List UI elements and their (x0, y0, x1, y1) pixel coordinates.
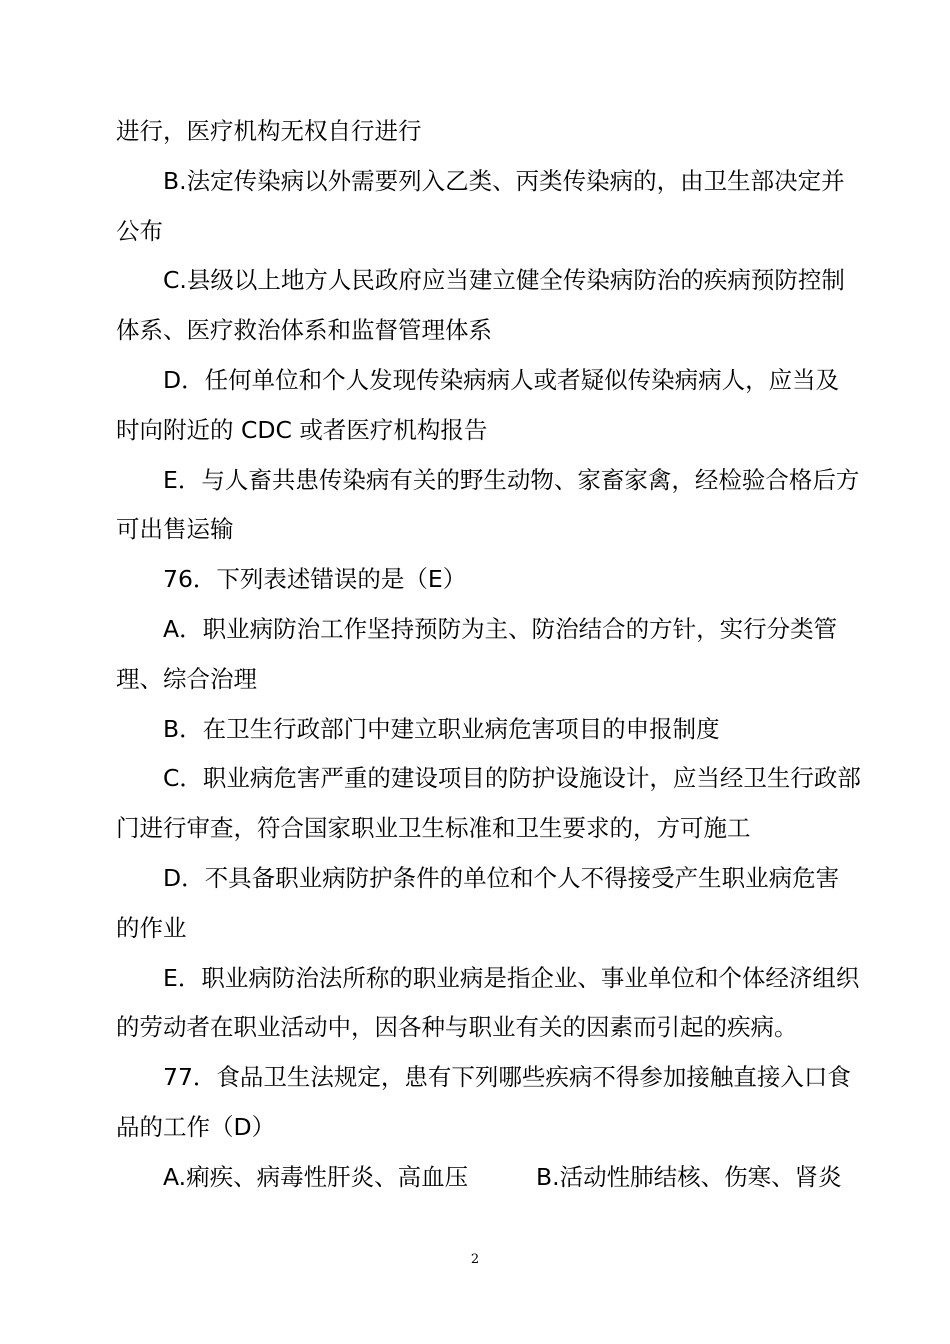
option-c-text: C．职业病危害严重的建设项目的防护设施设计，应当经卫生行政部 (163, 764, 861, 793)
text-line: 公布 (116, 216, 163, 245)
page-number: 2 (470, 1252, 480, 1267)
page-body (116, 107, 868, 1203)
options-row (116, 1153, 868, 1203)
option-d-text: D．不具备职业病防护条件的单位和个人不得接受产生职业病危害 (163, 863, 840, 892)
question-76: 76．下列表述错误的是（E） (163, 565, 467, 594)
text-line: 时向附近的 CDC 或者医疗机构报告 (116, 415, 488, 444)
text-line: 理、综合治理 (116, 664, 257, 693)
text-line: 可出售运输 (116, 515, 234, 544)
question-77: 77．食品卫生法规定，患有下列哪些疾病不得参加接触直接入口食 (163, 1063, 851, 1092)
option-e-text: E．职业病防治法所称的职业病是指企业、事业单位和个体经济组织 (163, 963, 860, 992)
text-line: 的劳动者在职业活动中，因各种与职业有关的因素而引起的疾病。 (116, 1013, 798, 1042)
option-b-text: B.活动性肺结核、伤寒、肾炎 (536, 1162, 842, 1191)
option-b-text: B.法定传染病以外需要列入乙类、丙类传染病的，由卫生部决定并 (163, 166, 845, 195)
text-line: 门进行审查，符合国家职业卫生标准和卫生要求的，方可施工 (116, 814, 751, 843)
text-line: 品的工作（D） (116, 1112, 276, 1141)
option-a-text: A．职业病防治工作坚持预防为主、防治结合的方针，实行分类管 (163, 614, 838, 643)
option-d-text: D．任何单位和个人发现传染病病人或者疑似传染病病人，应当及 (163, 365, 840, 394)
option-a-text: A.痢疾、病毒性肝炎、高血压 (163, 1162, 469, 1191)
option-c-text: C.县级以上地方人民政府应当建立健全传染病防治的疾病预防控制 (163, 266, 845, 295)
text-line: 进行，医疗机构无权自行进行 (116, 117, 422, 145)
option-e-text: E．与人畜共患传染病有关的野生动物、家畜家禽，经检验合格后方 (163, 465, 860, 494)
option-b-text: B．在卫生行政部门中建立职业病危害项目的申报制度 (163, 714, 720, 743)
text-line: 体系、医疗救治体系和监督管理体系 (116, 316, 492, 345)
text-line: 的作业 (116, 913, 187, 942)
